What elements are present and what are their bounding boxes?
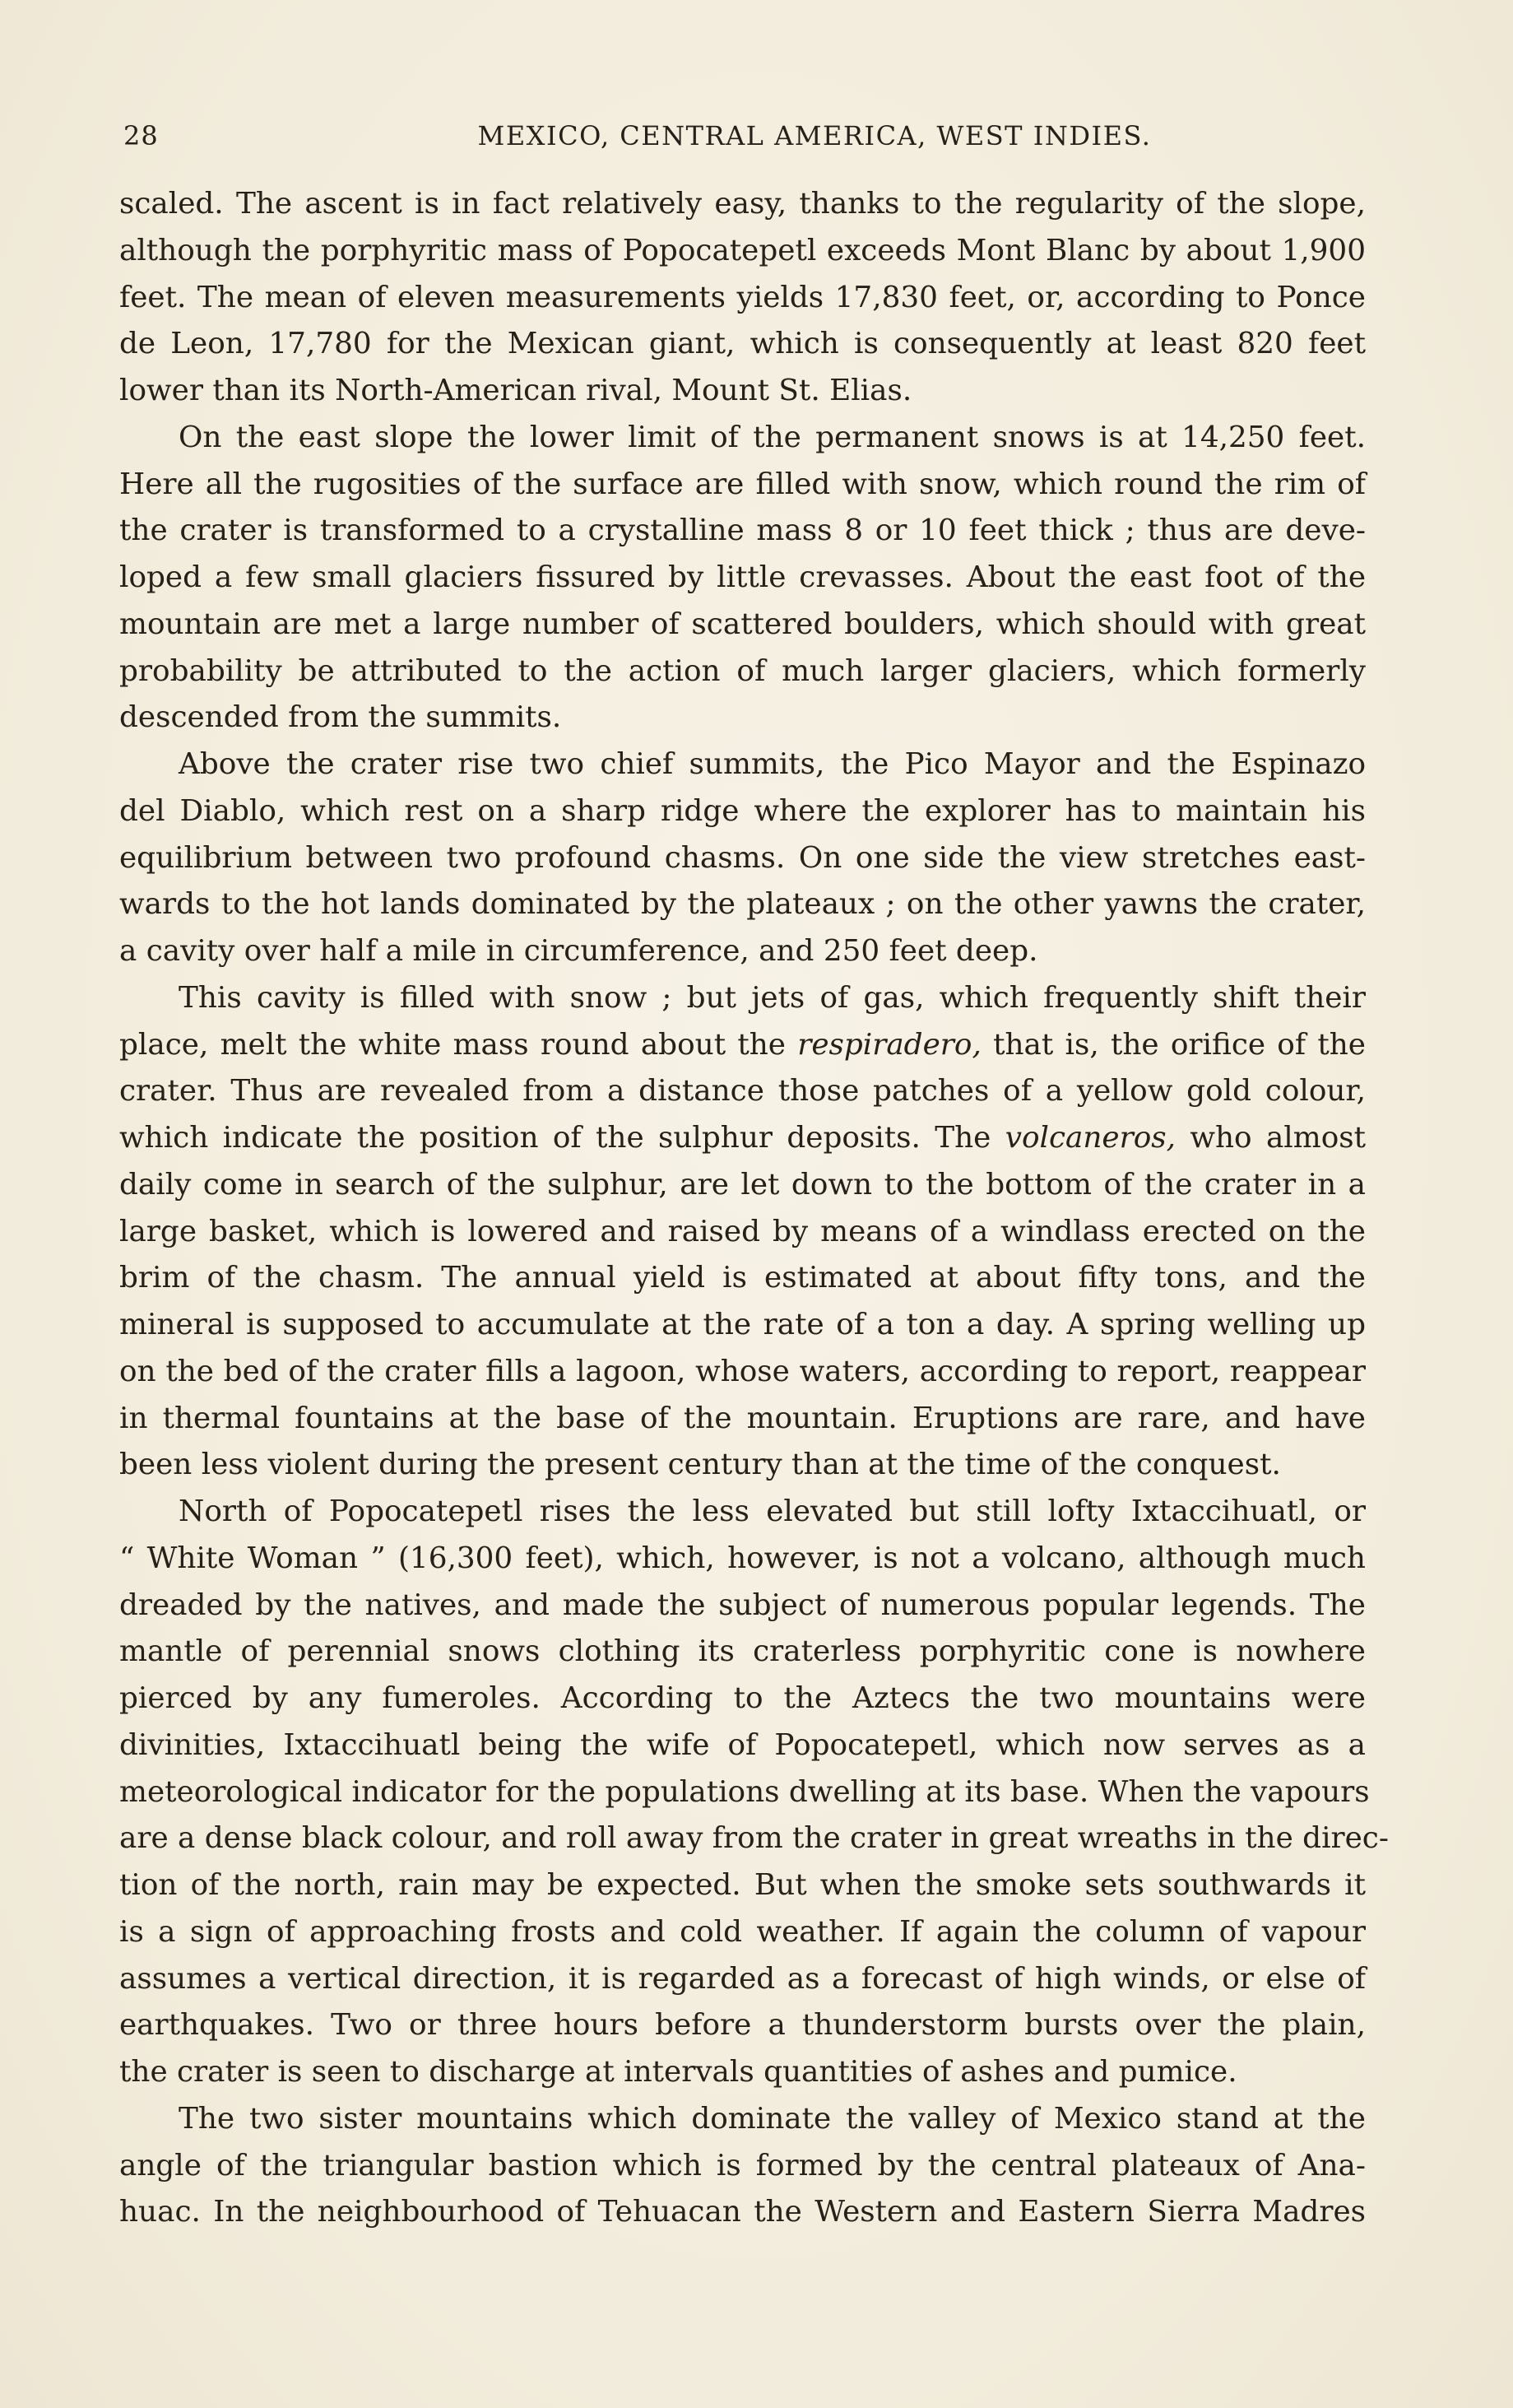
text-line: scaled. The ascent is in fact relatively easy, thanks to the regularity of the slope,: [119, 187, 1366, 221]
paragraph-5: [119, 1489, 1389, 2096]
text-line: the crater is transformed to a crystalline mass 8 or 10 feet thick ; thus are deve-: [119, 514, 1366, 548]
paragraph-3: [119, 741, 1366, 975]
text-line: Above the crater rise two chief summits, the Pico Mayor and the Espinazo: [179, 747, 1366, 781]
text-line: huac. In the neighbourhood of Tehuacan the Western and Eastern Sierra Madres: [119, 2195, 1366, 2229]
text-line-with-italic: [119, 1022, 1366, 1069]
text-line: on the bed of the crater fills a lagoon, whose waters, according to report, reappear: [119, 1354, 1366, 1388]
text-line: divinities, Ixtaccihuatl being the wife of Popocatepetl, which now serves as a: [119, 1727, 1366, 1762]
text-line: meteorological indicator for the populations dwelling at its base. When the vapours: [119, 1774, 1370, 1809]
text-line: loped a few small glaciers fissured by little crevasses. About the east foot of the: [119, 560, 1366, 594]
running-head: MEXICO, CENTRAL AMERICA, WEST INDIES.: [477, 120, 1152, 151]
text-line: in thermal fountains at the base of the mountain. Eruptions are rare, and have: [119, 1401, 1366, 1435]
text-line: descended from the summits.: [119, 700, 562, 735]
text-line: On the east slope the lower limit of the permanent snows is at 14,250 feet.: [179, 420, 1366, 454]
text-line: a cavity over half a mile in circumference, and 250 feet deep.: [119, 934, 1038, 968]
text-line: brim of the chasm. The annual yield is estimated at about fifty tons, and the: [119, 1261, 1366, 1295]
page-number: 28: [123, 120, 159, 151]
text-line: lower than its North-American rival, Mount St. Elias.: [119, 374, 912, 407]
line-segment: place, melt the white mass round about the: [119, 1027, 798, 1062]
text-line: equilibrium between two profound chasms. On one side the view stretches east-: [119, 840, 1366, 875]
text-line: mantle of perennial snows clothing its craterless porphyritic cone is nowhere: [119, 1634, 1366, 1669]
text-line: daily come in search of the sulphur, are let down to the bottom of the crater in a: [119, 1167, 1366, 1202]
paragraph-6: [119, 2096, 1366, 2236]
text-line: “ White Woman ” (16,300 feet), which, however, is not a volcano, although much: [119, 1541, 1366, 1575]
text-line: the crater is seen to discharge at intervals quantities of ashes and pumice.: [119, 2055, 1237, 2089]
text-line: This cavity is filled with snow ; but jets of gas, which frequently shift their: [179, 980, 1366, 1015]
text-line: North of Popocatepetl rises the less elevated but still lofty Ixtaccihuatl, or: [179, 1495, 1366, 1528]
text-line: tion of the north, rain may be expected. But when the smoke sets southwards it: [119, 1868, 1366, 1902]
paragraph-4: [119, 975, 1366, 1489]
text-line: crater. Thus are revealed from a distance those patches of a yellow gold colour,: [119, 1074, 1366, 1109]
text-line-with-italic: [119, 1115, 1366, 1162]
page-header: [123, 115, 1366, 156]
italic-term-respiradero: respiradero,: [797, 1027, 982, 1062]
paragraph-2: [119, 415, 1366, 741]
line-segment: that is, the orifice of the: [981, 1027, 1366, 1062]
text-line: large basket, which is lowered and raised by means of a windlass erected on the: [119, 1214, 1366, 1248]
text-line: del Diablo, which rest on a sharp ridge where the explorer has to maintain his: [119, 793, 1366, 828]
text-line: been less violent during the present century than at the time of the conquest.: [119, 1448, 1281, 1482]
text-line: is a sign of approaching frosts and cold weather. If again the column of vapour: [119, 1914, 1366, 1949]
text-line: assumes a vertical direction, it is regarded as a forecast of high winds, or else of: [119, 1961, 1366, 1996]
text-line: mountain are met a large number of scattered boulders, which should with great: [119, 607, 1366, 641]
text-line: earthquakes. Two or three hours before a thunderstorm bursts over the plain,: [119, 2008, 1366, 2043]
paragraph-1: [119, 181, 1366, 415]
text-line: dreaded by the natives, and made the subject of numerous popular legends. The: [119, 1588, 1366, 1622]
text-line: de Leon, 17,780 for the Mexican giant, which is consequently at least 820 feet: [119, 327, 1366, 361]
text-line: Here all the rugosities of the surface are filled with snow, which round the rim of: [119, 467, 1366, 501]
line-segment: which indicate the position of the sulphur deposits. The: [119, 1121, 1005, 1155]
text-line: angle of the triangular bastion which is formed by the central plateaux of Ana-: [119, 2148, 1366, 2183]
italic-term-volcaneros: volcaneros,: [1005, 1121, 1176, 1155]
text-line: pierced by any fumeroles. According to the Aztecs the two mountains were: [119, 1681, 1366, 1715]
text-line: mineral is supposed to accumulate at the rate of a ton a day. A spring welling up: [119, 1308, 1366, 1341]
text-line: feet. The mean of eleven measurements yields 17,830 feet, or, according to Ponce: [119, 280, 1366, 314]
text-line: The two sister mountains which dominate the valley of Mexico stand at the: [179, 2101, 1366, 2136]
text-line: are a dense black colour, and roll away from the crater in great wreaths in the direc-: [119, 1821, 1389, 1856]
text-line: wards to the hot lands dominated by the plateaux ; on the other yawns the crater,: [119, 887, 1366, 922]
text-line: probability be attributed to the action of much larger glaciers, which formerly: [119, 653, 1366, 688]
line-segment: who almost: [1176, 1121, 1367, 1155]
body-text: [119, 181, 1389, 2236]
text-line: although the porphyritic mass of Popocatepetl exceeds Mont Blanc by about 1,900: [119, 233, 1366, 267]
